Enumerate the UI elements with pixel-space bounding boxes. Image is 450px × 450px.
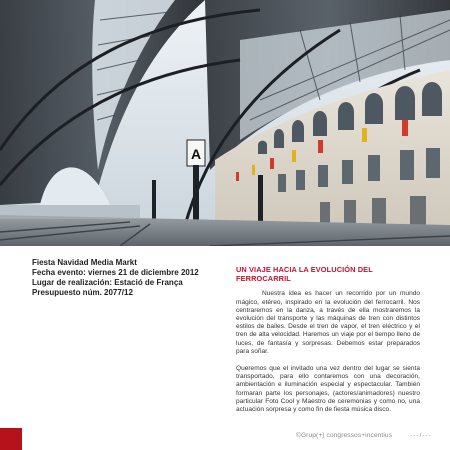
article-paragraph-1: Nuestra idea es hacer un recorrido por un mundo mágico, etéreo, inspirado en la evolución del ferrocarril. Nos centraremos en la danza, a través de ella mostraremos la evolución del transporte y las máquinas de tren con distintos estilos de bailes. Desde el tren de vapor, el tren eléctrico y el tren de alta velocidad. Haremos un viaje por el tiempo lleno de luces, de fantasía y sorpresas. Debemos estar preparados para soñar. <box>236 290 420 355</box>
article <box>236 265 420 414</box>
event-title: Fiesta Navidad Media Markt <box>32 258 137 267</box>
event-info <box>32 258 228 298</box>
article-heading: UN VIAJE HACIA LA EVOLUCIÓN DEL FERROCARRIL <box>236 265 373 284</box>
platform-sign-letter: A <box>190 146 202 162</box>
event-budget: Presupuesto núm. 2077/12 <box>32 288 133 297</box>
footer-brand: ©Grup(+) congressos+incentius <box>296 432 393 439</box>
article-paragraph-2: Queremos que el invitado una vez dentro del lugar se sienta transportado, para ello contaremos con una decoración, ambientación e iluminación especial y espectacular. También formaran parte los personajes, (actores/animadores) nuestro particular Foto Cool y Maestro de ceremonias y como no, una actuación sorpresa y como fin de fiesta música disco. <box>236 365 420 414</box>
event-venue: Lugar de realización: Estació de França <box>32 278 183 287</box>
event-date: Fecha evento: viernes 21 de diciembre 2012 <box>32 268 199 277</box>
footer-page-marker: ---/--- <box>410 432 433 439</box>
corner-color-block <box>0 428 22 450</box>
